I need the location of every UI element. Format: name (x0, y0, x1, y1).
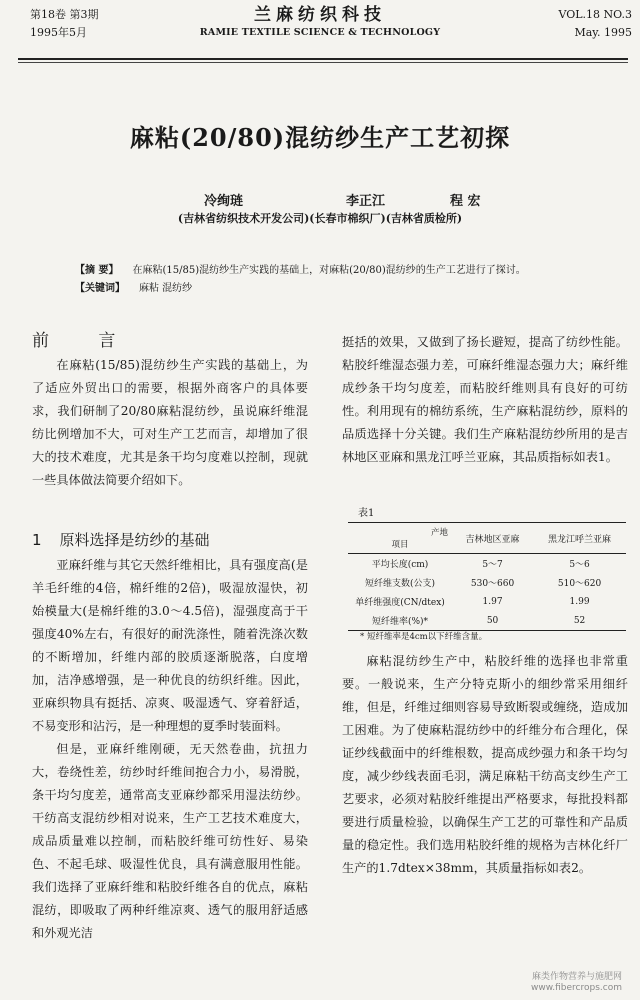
watermark-line-2: www.fibercrops.com (531, 983, 622, 993)
table-row (348, 554, 626, 574)
table-cell: 5～7 (482, 560, 503, 570)
preface-paragraph: 在麻粘(15/85)混纺纱生产实践的基础上，为了适应外贸出口的需要，根据外商客户的具体要求，我们研制了20/80麻粘混纺纱，虽说麻纤维混纺比例增加不大，可对生产工艺而言，却增加了很大的技术难度，尤其是条干均匀度难以控制，现就一些具体做法简要介绍如下。 (32, 358, 308, 487)
table-row (348, 573, 626, 592)
table-cell: 530～660 (470, 579, 515, 589)
header-volume-info (30, 6, 99, 42)
table-cell: 短纤维率(%)* (348, 611, 452, 631)
date-en: May. 1995 (574, 26, 632, 39)
right-col-bottom-block (342, 650, 628, 880)
volume-en: VOL.18 NO.3 (558, 8, 632, 21)
table-cell: 短纤维支数(公支) (364, 579, 436, 589)
corner-bottom-label: 项目 (391, 540, 409, 550)
right-col-top-block (342, 331, 628, 469)
table-cell: 510～620 (557, 579, 602, 589)
date-cn: 1995年5月 (30, 26, 87, 39)
table-row (348, 611, 626, 631)
table-cell: 5～6 (569, 560, 590, 570)
table-1-note: * 短纤维率是4cm以下纤维含量。 (360, 632, 488, 642)
affiliations: (吉林省纺织技术开发公司)(长春市棉织厂)(吉林省质检所) (177, 212, 463, 225)
section-1-text-block (32, 554, 308, 945)
table-col-header-1: 吉林地区亚麻 (452, 523, 533, 554)
header-rule (18, 58, 628, 60)
abstract-text: 在麻粘(15/85)混纺纱生产实践的基础上，对麻粘(20/80)混纺纱的生产工艺进行了探讨。 (132, 265, 526, 276)
journal-name-cn: 兰麻纺织科技 (254, 5, 386, 25)
table-cell: 平均长度(cm) (371, 560, 429, 570)
header-volume-en (558, 6, 632, 42)
abstract (75, 263, 526, 279)
journal-masthead (170, 4, 470, 40)
table-cell: 1.97 (482, 596, 503, 607)
keywords-label: 【关键词】 (75, 283, 125, 294)
preface-heading: 前 言 (32, 331, 138, 351)
table-cell: 52 (533, 611, 626, 631)
section-1-title: 原料选择是纺纱的基础 (59, 531, 210, 549)
volume-cn: 第18卷 第3期 (30, 8, 99, 21)
table-corner-cell (348, 523, 452, 554)
table-row (348, 592, 626, 611)
preface-text-block (32, 354, 308, 492)
author-1: 冷绚琏 (204, 194, 244, 209)
author-2: 李正江 (346, 194, 386, 209)
table-cell: 单纤维强度(CN/dtex) (355, 598, 445, 608)
section-1-paragraph-1: 亚麻纤维与其它天然纤维相比，具有强度高(是羊毛纤维的4倍，棉纤维的2倍)，吸湿放湿快，初始模量大(是棉纤维的3.0～4.5倍)，湿强度高于干强度40%左右，有很好的耐洗涤性，随着洗涤次数的不断增加，纤维内部的胶质逐渐脱落，白度增加，洁净感增强，是一种优良的纺织纤维。因此，亚麻织物具有挺括、凉爽、吸湿透气、穿着舒适，不易变形和沾污，是一种理想的夏季时装面料。 (32, 558, 308, 733)
journal-name-en: RAMIE TEXTILE SCIENCE & TECHNOLOGY (199, 27, 441, 38)
abstract-label: 【摘 要】 (75, 265, 119, 276)
author-3: 程 宏 (450, 194, 481, 209)
table-cell: 50 (452, 611, 533, 631)
table-1 (348, 522, 626, 631)
corner-top-label: 产地 (430, 528, 448, 538)
keywords (75, 281, 192, 297)
watermark (531, 972, 622, 994)
fiber-selection-paragraph: 麻粘混纺纱生产中，粘胶纤维的选择也非常重要。一般说来，生产分特克斯小的细纱常采用细纤维，但是，纤维过细则容易导致断裂或缠绕，造成加工困难。为了使麻粘混纺纱中的纤维分布合理化，保证纱线截面中的纤维根数，提高成纱强力和条干均匀度，减少纱线表面毛羽，满足麻粘干纺高支纱生产工艺要求，必须对粘胶纤维提出严格要求，每批投料都要进行质量检验，以确保生产工艺的可靠性和产品质量的稳定性。我们选用粘胶纤维的规格为吉林化纤厂生产的1.7dtex×38mm，其质量指标如表2。 (342, 654, 628, 875)
section-1-paragraph-2: 但是，亚麻纤维刚硬，无天然卷曲，抗扭力大，卷绕性差，纺纱时纤维间抱合力小，易滑脱，条干均匀度差，通常高支亚麻纱都采用湿法纺纱。干纺高支混纺纱相对说来，生产工艺技术难度大，成品质量难以控制，而粘胶纤维可纺性好、易染色、不起毛球、吸湿性优良，具有满意服用性能。我们选择了亚麻纤维和粘胶纤维各自的优点，麻粘混纺，即吸取了两种纤维凉爽、透气的服用舒适感和外观光洁 (32, 742, 308, 940)
keywords-text: 麻粘 混纺纱 (139, 283, 193, 294)
table-1-label: 表1 (358, 508, 375, 519)
table-header-row (348, 523, 626, 554)
section-1-number: 1 (32, 531, 42, 549)
paper-title: 麻粘(20/80)混纺纱生产工艺初探 (129, 123, 511, 152)
table-cell: 1.99 (569, 596, 590, 607)
watermark-line-1: 麻类作物营养与施肥网 (531, 972, 622, 982)
section-1-heading (32, 529, 228, 550)
header-rule-thin (18, 62, 628, 63)
table-col-header-2: 黑龙江呼兰亚麻 (533, 523, 626, 554)
continued-paragraph: 挺括的效果，又做到了扬长避短，提高了纺纱性能。粘胶纤维湿态强力差，可麻纤维湿态强力大；麻纤维成纱条干均匀度差，而粘胶纤维则具有良好的可纺性。利用现有的棉纺系统，生产麻粘混纺纱，原料的品质选择十分关键。我们生产麻粘混纺纱所用的是吉林地区亚麻和黑龙江呼兰亚麻，其品质指标如表1。 (342, 335, 628, 464)
